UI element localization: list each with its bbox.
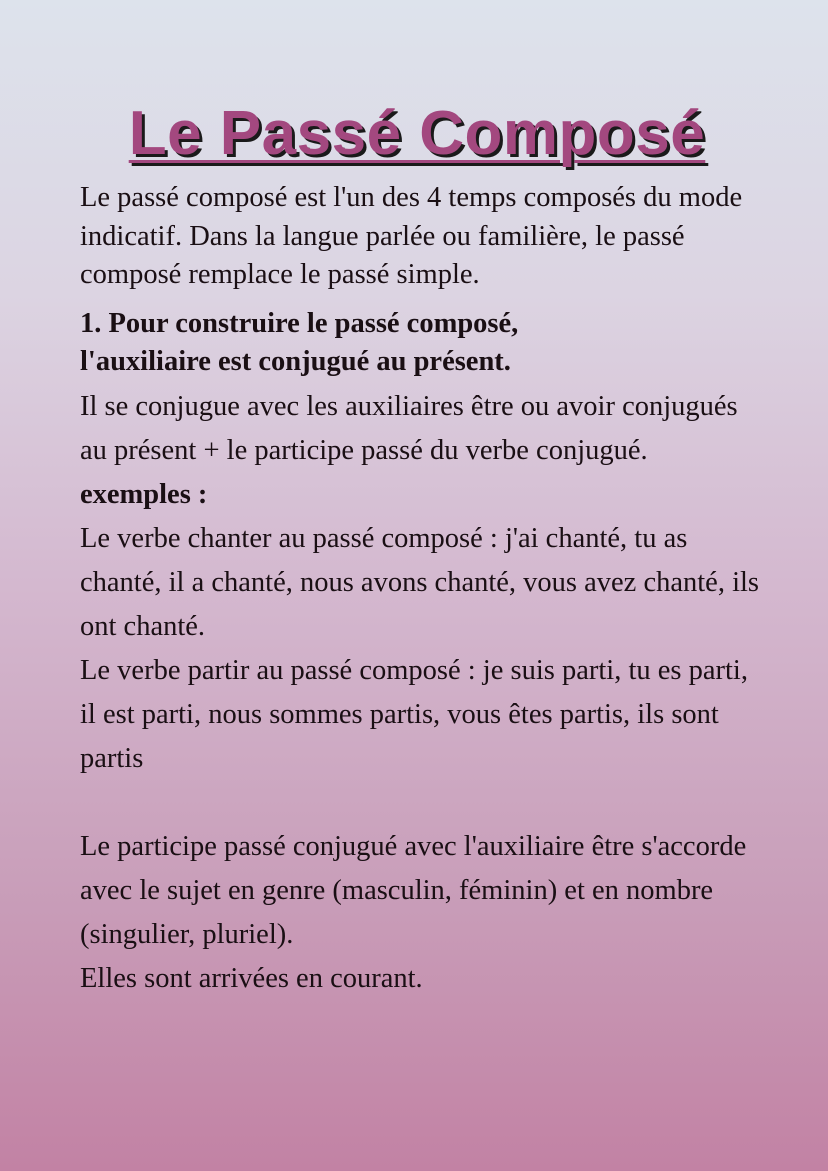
construction-paragraph: Il se conjugue avec les auxiliaires être ou avoir conjugués au présent + le participe passé du verbe conjugué. bbox=[80, 390, 738, 466]
example-partir: Le verbe partir au passé composé : je suis parti, tu es parti, il est parti, nous sommes partis, vous êtes partis, ils sont partis bbox=[80, 654, 748, 774]
section-heading-line-1: 1. Pour construire le passé composé, bbox=[80, 307, 519, 339]
example-chanter: Le verbe chanter au passé composé : j'ai chanté, tu as chanté, il a chanté, nous avons chanté, vous avez chanté, ils ont chanté. bbox=[80, 522, 760, 642]
agreement-rule: Le participe passé conjugué avec l'auxiliaire être s'accorde avec le sujet en genre (masculin, féminin) et en nombre (singulier, pluriel). bbox=[80, 830, 747, 950]
spacer bbox=[80, 781, 770, 825]
section-heading-line-2: l'auxiliaire est conjugué au présent. bbox=[80, 345, 511, 377]
examples-label: exemples : bbox=[80, 478, 208, 510]
page-title: Le Passé Composé bbox=[128, 99, 706, 168]
intro-paragraph: Le passé composé est l'un des 4 temps composés du mode indicatif. Dans la langue parlée ou familière, le passé composé remplace le passé simple. bbox=[80, 182, 743, 290]
section-heading bbox=[80, 305, 770, 381]
document-page bbox=[80, 95, 770, 1001]
agreement-example: Elles sont arrivées en courant. bbox=[80, 962, 423, 994]
